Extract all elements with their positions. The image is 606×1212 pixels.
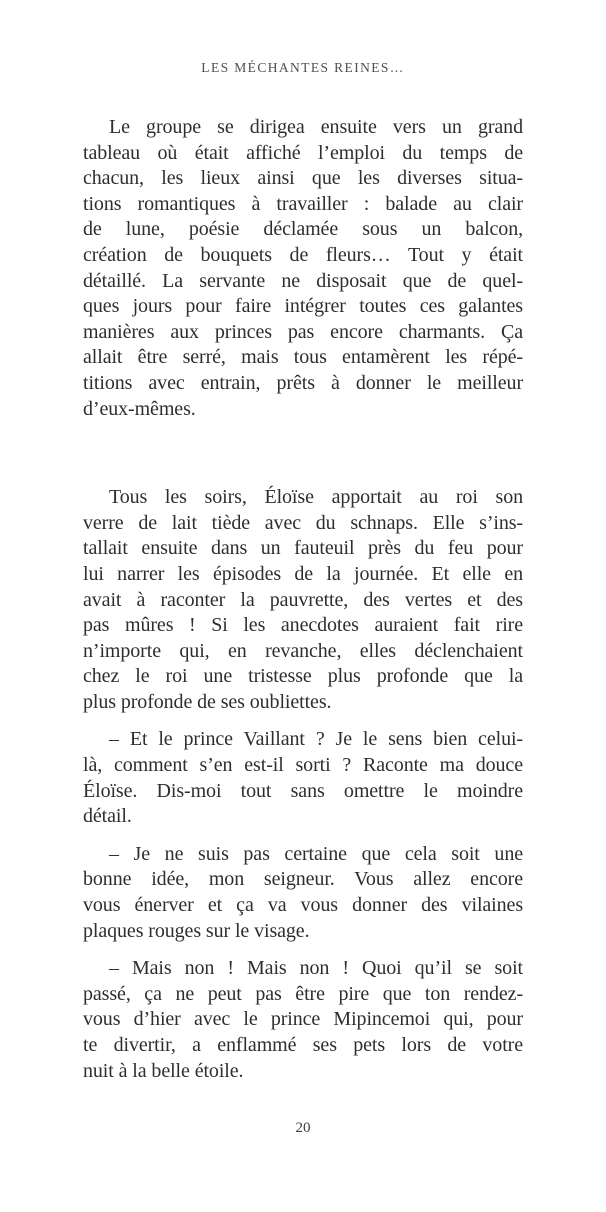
text-block <box>83 115 523 1096</box>
dialogue-paragraph <box>83 956 523 1084</box>
text-line: vous d’hier avec le prince Mipincemoi qui, pour <box>83 1008 523 1031</box>
text-line: pas mûres ! Si les anecdotes auraient fait rire <box>83 614 523 637</box>
text-line: Éloïse. Dis-moi tout sans omettre le moindre <box>83 779 523 802</box>
text-line: te divertir, a enflammé ses pets lors de votre <box>83 1034 523 1056</box>
dialogue-paragraph <box>83 727 523 829</box>
text-line: plus profonde de ses oubliettes. <box>83 690 332 713</box>
text-line: tableau où était affiché l’emploi du temps de <box>83 141 523 164</box>
text-line: détaillé. La servante ne disposait que de quel- <box>83 269 523 292</box>
text-line: Le groupe se dirigea ensuite vers un grand <box>109 116 523 138</box>
text-line: ques jours pour faire intégrer toutes ces galantes <box>83 295 523 318</box>
text-line: là, comment s’en est-il sorti ? Raconte ma douce <box>83 754 523 777</box>
narrative-paragraph <box>83 115 523 422</box>
text-line: nuit à la belle étoile. <box>83 1059 244 1082</box>
text-line: plaques rouges sur le visage. <box>83 919 310 942</box>
text-line: allait être serré, mais tous entamèrent les répé- <box>83 346 523 369</box>
text-line: de lune, poésie déclamée sous un balcon, <box>83 218 523 241</box>
text-line: titions avec entrain, prêts à donner le meilleur <box>83 371 523 394</box>
text-line: tallait ensuite dans un fauteuil près du feu pour <box>83 537 523 560</box>
text-line: Tous les soirs, Éloïse apportait au roi son <box>109 486 523 509</box>
text-line: détail. <box>83 805 132 828</box>
text-line: chacun, les lieux ainsi que les diverses situa- <box>83 167 523 190</box>
text-line: d’eux-mêmes. <box>83 397 196 420</box>
text-line: tions romantiques à travailler : balade au clair <box>83 192 523 215</box>
text-line: – Mais non ! Mais non ! Quoi qu’il se soit <box>109 957 523 980</box>
text-line: bonne idée, mon seigneur. Vous allez encore <box>83 868 523 891</box>
text-line: création de bouquets de fleurs… Tout y était <box>83 243 523 266</box>
text-line: lui narrer les épisodes de la journée. Et elle en <box>83 562 523 585</box>
page-number: 20 <box>295 1120 311 1136</box>
text-line: – Et le prince Vaillant ? Je le sens bien celui- <box>109 728 523 751</box>
running-header: LES MÉCHANTES REINES… <box>201 60 405 75</box>
text-line: manières aux princes pas encore charmants. Ça <box>83 320 523 343</box>
dialogue-paragraph <box>83 842 523 944</box>
text-line: chez le roi une tristesse plus profonde que la <box>83 665 523 688</box>
text-line: vous énerver et ça va vous donner des vilaines <box>83 894 523 917</box>
narrative-paragraph <box>83 485 523 715</box>
text-line: avait à raconter la pauvrette, des vertes et des <box>83 588 523 611</box>
text-line: verre de lait tiède avec du schnaps. Elle s’ins- <box>83 511 523 534</box>
text-line: – Je ne suis pas certaine que cela soit une <box>109 842 523 865</box>
text-line: passé, ça ne peut pas être pire que ton rendez- <box>83 982 523 1005</box>
text-line: n’importe qui, en revanche, elles déclenchaient <box>83 639 523 662</box>
